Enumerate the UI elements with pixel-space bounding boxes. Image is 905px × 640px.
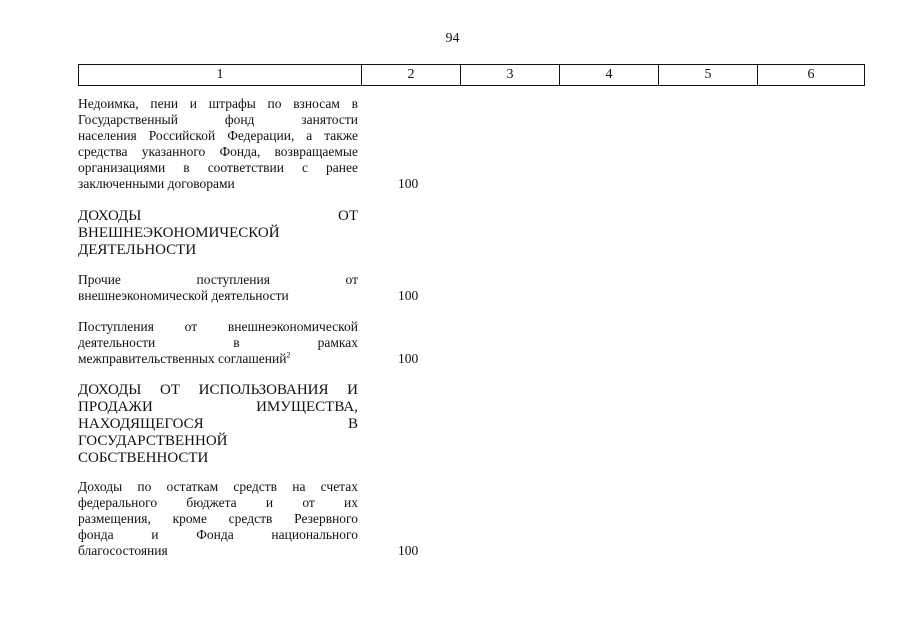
footnote-marker: 2 [286, 350, 291, 360]
row-text-line: фонда и Фонда национального [78, 527, 358, 542]
row-description [78, 96, 358, 192]
column-header-5: 5 [659, 65, 758, 86]
table-row [78, 96, 419, 192]
row-text-line: Государственный фонд занятости [78, 112, 358, 127]
row-value: 100 [398, 288, 419, 303]
row-value: 100 [398, 176, 419, 191]
row-text-line [78, 351, 358, 367]
column-header-6: 6 [758, 65, 865, 86]
row-text-segment: межправительственных соглашений [78, 351, 287, 366]
row-text-line: ГОСУДАРСТВЕННОЙ [78, 433, 228, 449]
row-text-line: благосостояния [78, 543, 168, 558]
row-text-line: деятельности в рамках [78, 335, 358, 350]
row-text-line: Прочие поступления от [78, 272, 358, 287]
row-value: 100 [398, 351, 419, 366]
column-header-3: 3 [461, 65, 560, 86]
column-header-2: 2 [362, 65, 461, 86]
row-text-line: ДОХОДЫ ОТ [78, 208, 358, 224]
row-text-line: ПРОДАЖИ ИМУЩЕСТВА, [78, 399, 358, 415]
row-text-line: Недоимка, пени и штрафы по взносам в [78, 96, 358, 111]
column-header-1: 1 [79, 65, 362, 86]
table-row [78, 272, 419, 304]
column-header-table [78, 64, 865, 86]
table-row [78, 319, 419, 367]
row-text-line: НАХОДЯЩЕГОСЯ В [78, 416, 358, 432]
table-row [78, 479, 419, 559]
row-text-line: организациями в соответствии с ранее [78, 160, 358, 175]
row-text-line: ВНЕШНЕЭКОНОМИЧЕСКОЙ [78, 225, 280, 241]
row-text-line: ДОХОДЫ ОТ ИСПОЛЬЗОВАНИЯ И [78, 382, 358, 398]
row-description [78, 479, 358, 559]
column-header-row [79, 65, 865, 86]
row-description [78, 382, 358, 467]
row-text-line: Доходы по остаткам средств на счетах [78, 479, 358, 494]
row-text-line: размещения, кроме средств Резервного [78, 511, 358, 526]
row-text-line: внешнеэкономической деятельности [78, 288, 289, 303]
page-number: 94 [445, 31, 460, 46]
column-header-4: 4 [560, 65, 659, 86]
row-text-line: федерального бюджета и от их [78, 495, 358, 510]
row-description [78, 272, 358, 304]
row-text-line: средства указанного Фонда, возвращаемые [78, 144, 358, 159]
row-text-line: населения Российской Федерации, а также [78, 128, 358, 143]
row-text-line: Поступления от внешнеэкономической [78, 319, 358, 334]
row-description [78, 208, 358, 259]
table-row [78, 382, 358, 467]
row-text-line: заключенными договорами [78, 176, 235, 191]
table-row [78, 208, 358, 259]
row-value: 100 [398, 543, 419, 558]
row-description [78, 319, 358, 367]
row-text-line: СОБСТВЕННОСТИ [78, 450, 209, 466]
row-text-line: ДЕЯТЕЛЬНОСТИ [78, 242, 197, 258]
